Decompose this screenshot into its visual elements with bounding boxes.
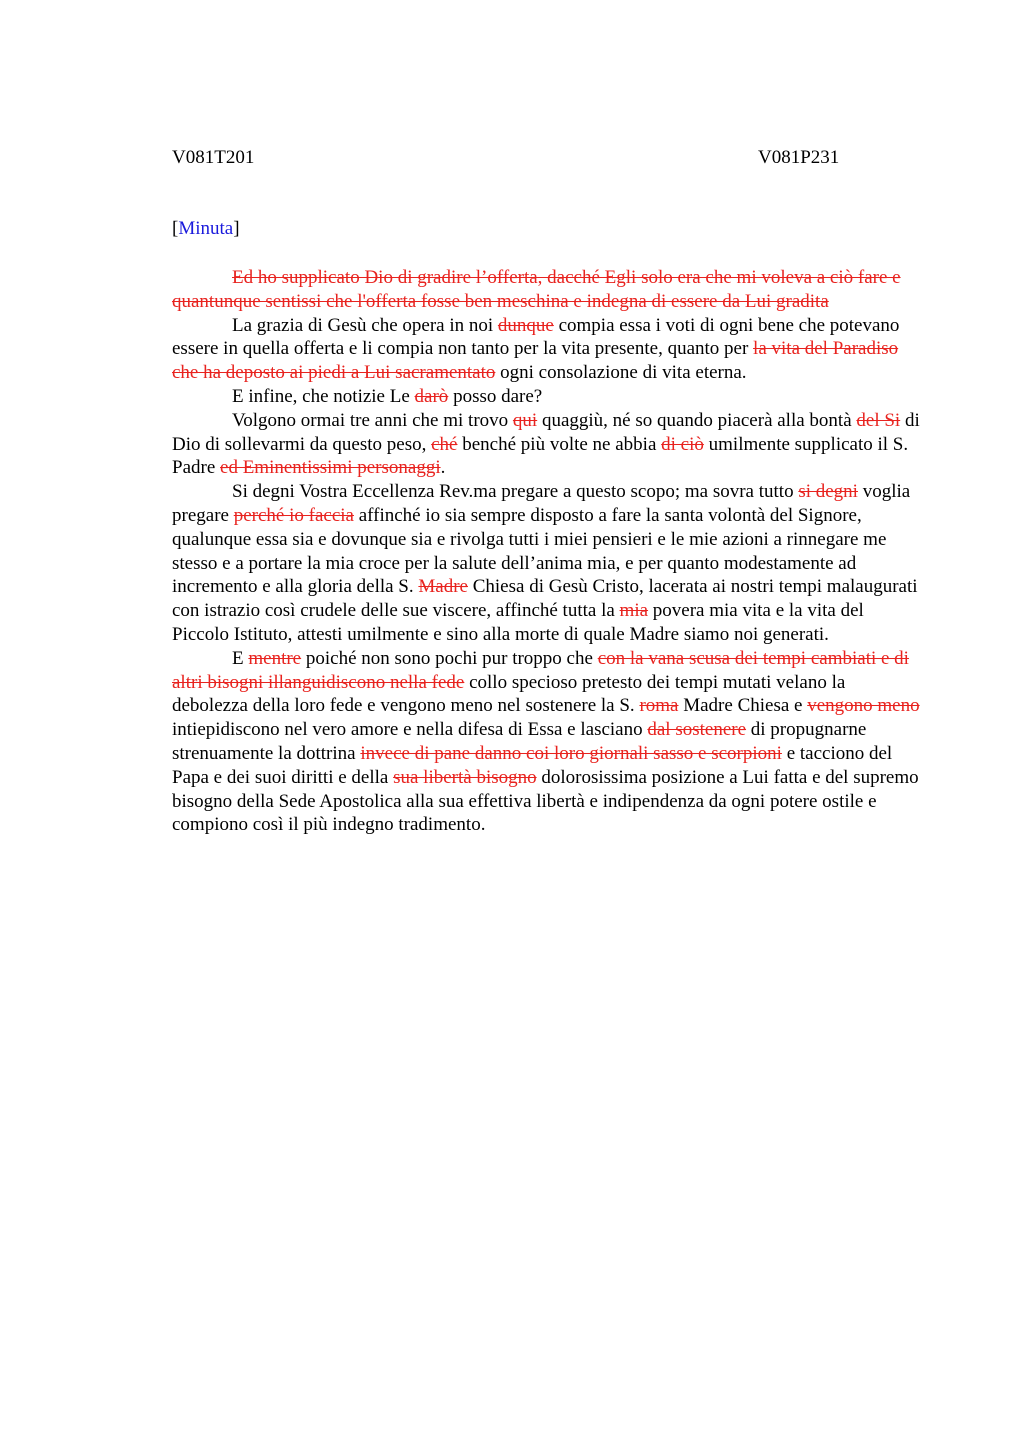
deleted-text: del Si [856, 409, 901, 431]
text-run: Si degni Vostra Eccellenza Rev.ma pregare a questo scopo; ma sovra tutto [232, 481, 799, 503]
label-close-bracket: ] [233, 218, 240, 239]
deleted-text: dunque [497, 314, 554, 336]
text-run: benché più volte ne abbia [457, 433, 662, 455]
paragraph [172, 314, 924, 385]
deleted-text: ché [431, 433, 458, 455]
text-run: intiepidiscono nel vero amore e nella difesa di Essa e lasciano [172, 719, 648, 741]
text-run: e tacciono del Papa e dei suoi diritti e della [172, 742, 893, 788]
deleted-text: Ed ho supplicato Dio di gradire l’offerta, dacché Egli solo era che mi voleva a ciò fare e quantunque sentissi che l'offerta fosse ben meschina e indegna di essere da Lui gradita [172, 267, 901, 312]
deleted-text: darò [414, 385, 449, 407]
text-run: Chiesa di Gesù Cristo, lacerata ai nostri tempi malaugurati con istrazio così crudele delle sue viscere, affinché tutta la [172, 576, 918, 622]
deleted-text: sua libertà bisogno [393, 766, 537, 788]
header-right-code: V081P231 [758, 147, 840, 168]
paragraph [172, 647, 924, 837]
text-run: compia essa i voti di ogni bene che potevano essere in quella offerta e li compia non tanto per la vita presente, quanto per [172, 314, 900, 360]
document-body [172, 266, 924, 837]
paragraph [172, 266, 924, 314]
text-run: di Dio di sollevarmi da questo peso, [172, 409, 920, 455]
text-run: posso dare? [448, 385, 543, 407]
paragraph [172, 409, 924, 480]
text-run: quaggiù, né so quando piacerà alla bontà [537, 409, 857, 431]
text-run: poiché non sono pochi pur troppo che [301, 647, 598, 669]
header-left-code: V081T201 [172, 147, 255, 168]
text-run: E [232, 647, 249, 669]
text-run: . [440, 457, 446, 479]
deleted-text: si degni [798, 481, 858, 503]
deleted-text: vengono meno [807, 695, 920, 717]
deleted-text: di ciò [661, 433, 704, 455]
deleted-text: mia [619, 600, 649, 622]
deleted-text: perché io faccia [233, 504, 354, 526]
deleted-text: invece di pane danno coi loro giornali sasso e scorpioni [360, 742, 782, 764]
text-run: La grazia di Gesù che opera in noi [232, 314, 498, 336]
text-run: collo specioso pretesto dei tempi mutati velano la debolezza della loro fede e vengono meno nel sostenere la S. [172, 671, 846, 717]
deleted-text: la vita del Paradiso che ha deposto ai piedi a Lui sacramentato [172, 338, 899, 384]
text-run: E infine, che notizie Le [232, 385, 415, 407]
text-run: affinché io sia sempre disposto a fare la santa volontà del Signore, qualunque essa sia e dovunque sia e rivolga tutti i miei pensieri e le mie azioni a rinnegare me stesso e a portare la mia croce per la salute dell’anima mia, e per quanto modestamente ad incremento e alla gloria della S. [172, 504, 887, 598]
document-label [172, 217, 240, 241]
text-run: Volgono ormai tre anni che mi trovo [232, 409, 513, 431]
text-run: ogni consolazione di vita eterna. [495, 362, 747, 384]
deleted-text: roma [639, 695, 679, 717]
deleted-text: dal sostenere [647, 719, 747, 741]
text-run: voglia pregare [172, 481, 911, 526]
paragraph [172, 480, 924, 647]
deleted-text: con la vana scusa dei tempi cambiati e di altri bisogni illanguidiscono nella fede [172, 647, 909, 693]
text-run: povera mia vita e la vita del Piccolo Istituto, attesti umilmente e sino alla morte di quale Madre siamo noi generati. [172, 600, 864, 645]
label-open-bracket: [ [172, 218, 179, 239]
paragraph [172, 385, 924, 409]
deleted-text: ed Eminentissimi personaggi [220, 457, 441, 479]
deleted-text: Madre [418, 576, 468, 598]
text-run: umilmente supplicato il S. Padre [172, 433, 909, 479]
deleted-text: mentre [248, 647, 302, 669]
text-run: Madre Chiesa e [678, 695, 808, 717]
deleted-text: qui [512, 409, 538, 431]
text-run: dolorosissima posizione a Lui fatta e del supremo bisogno della Sede Apostolica alla sua effettiva libertà e indipendenza da ogni potere ostile e compiono così il più indegno tradimento. [172, 766, 919, 836]
text-run: di propugnarne strenuamente la dottrina [172, 719, 867, 764]
minuta-link[interactable]: Minuta [178, 218, 234, 239]
